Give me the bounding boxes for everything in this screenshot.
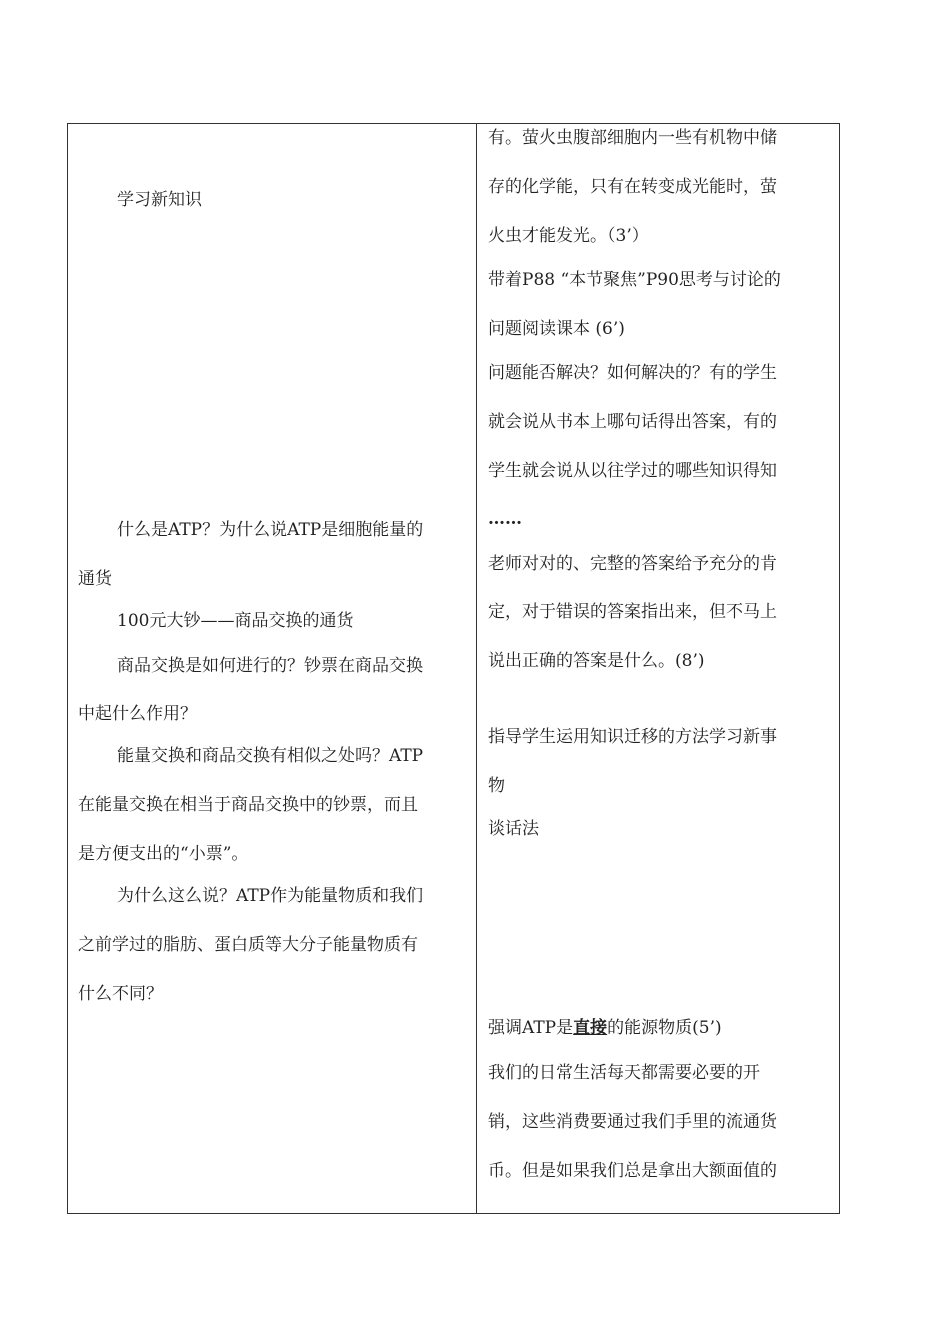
question-atp-line1: 什么是ATP？为什么说ATP是细胞能量的 bbox=[117, 520, 424, 540]
column-divider bbox=[476, 123, 477, 1214]
question-energy-line2: 在能量交换在相当于商品交换中的钞票，而且 bbox=[78, 795, 418, 815]
question-why-line2: 之前学过的脂肪、蛋白质等大分子能量物质有 bbox=[78, 935, 418, 955]
section-heading: 学习新知识 bbox=[117, 190, 202, 210]
firefly-line2: 存的化学能，只有在转变成光能时，萤 bbox=[488, 177, 777, 197]
question-why-line3: 什么不同？ bbox=[78, 984, 163, 1004]
right-column bbox=[488, 0, 831, 1342]
question-trade-line2: 中起什么作用？ bbox=[78, 704, 197, 724]
question-why-line1: 为什么这么说？ATP作为能量物质和我们 bbox=[117, 886, 424, 906]
daily-line1: 我们的日常生活每天都需要必要的开 bbox=[488, 1063, 760, 1083]
feedback-line3: 说出正确的答案是什么。(8’) bbox=[488, 651, 705, 671]
discussion-ellipsis: …… bbox=[488, 509, 522, 529]
discussion-line1: 问题能否解决？如何解决的？有的学生 bbox=[488, 363, 777, 383]
daily-line2: 销，这些消费要通过我们手里的流通货 bbox=[488, 1112, 777, 1132]
emphasis-line bbox=[488, 1016, 722, 1040]
question-atp-line2: 通货 bbox=[78, 569, 112, 589]
method-line1: 指导学生运用知识迁移的方法学习新事 bbox=[488, 727, 777, 747]
emphasis-keyword: 直接 bbox=[573, 1018, 608, 1038]
question-energy-line1: 能量交换和商品交换有相似之处吗？ATP bbox=[117, 746, 424, 766]
reading-line1: 带着P88 “本节聚焦”P90思考与讨论的 bbox=[488, 270, 781, 290]
feedback-line1: 老师对对的、完整的答案给予充分的肯 bbox=[488, 554, 777, 574]
money-example: 100元大钞——商品交换的通货 bbox=[117, 611, 354, 631]
discussion-line3: 学生就会说从以往学过的哪些知识得知 bbox=[488, 461, 777, 481]
question-trade-line1: 商品交换是如何进行的？钞票在商品交换 bbox=[117, 656, 423, 676]
question-energy-line3: 是方便支出的“小票”。 bbox=[78, 844, 249, 864]
feedback-line2: 定，对于错误的答案指出来，但不马上 bbox=[488, 602, 777, 622]
talk-method: 谈话法 bbox=[488, 819, 539, 839]
left-column bbox=[78, 0, 470, 1342]
firefly-line3: 火虫才能发光。（3’） bbox=[488, 226, 649, 246]
emphasis-prefix: 强调ATP是 bbox=[488, 1018, 574, 1038]
discussion-line2: 就会说从书本上哪句话得出答案，有的 bbox=[488, 412, 777, 432]
firefly-line1: 有。萤火虫腹部细胞内一些有机物中储 bbox=[488, 128, 777, 148]
emphasis-suffix: 的能源物质(5’) bbox=[607, 1018, 722, 1038]
daily-line3: 币。但是如果我们总是拿出大额面值的 bbox=[488, 1161, 777, 1181]
method-line2: 物 bbox=[488, 776, 505, 796]
reading-line2: 问题阅读课本 (6’) bbox=[488, 319, 625, 339]
